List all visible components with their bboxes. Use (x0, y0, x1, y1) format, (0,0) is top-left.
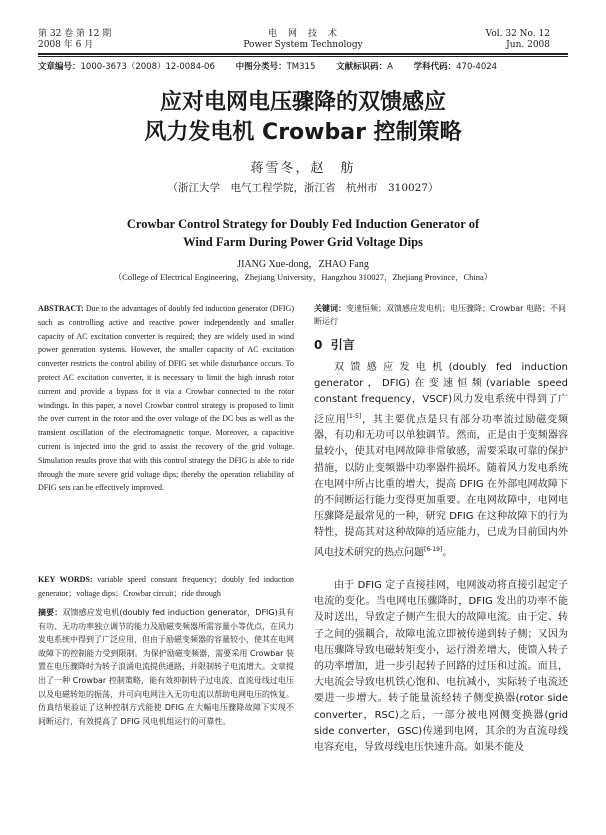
section-title: 引言 (330, 338, 355, 352)
header-rule (38, 53, 568, 55)
volume-issue-en: Vol. 32 No. 12 (485, 29, 550, 39)
abstract-cn-text: 双馈感应发电机(doubly fed induction generator，DFIG)具有有功、无功功率独立调节的能力及励磁变频器所需容量小等优点，在风力发电系统中得到了广泛应用，但由于励磁变频器的容量较小，使其在电网故障下的控制能力受到限制。为保护励磁变频器，需要采用 Crowbar 装置在电压骤降时为转子浪涌电流提供通路，并限制转子电流增大。文章提出了一种 Crowbar 控制策略，能有效抑制转子过电流、直流母线过电压以及电磁转矩的振荡，并可向电网注入无功电流以帮助电网电压的恢复。仿真结果验证了这种控制方式能使 DFIG 在大幅电压骤降故障下实现不间断运行，有效提高了 DFIG 风电机组运行的可靠性。 (38, 608, 294, 726)
abstract-cn-label: 摘要： (38, 608, 63, 617)
issue-date-en: Jun. 2008 (506, 40, 550, 50)
doc-code-label: 文献标识码： (336, 62, 388, 72)
keywords-en-label: KEY WORDS: (38, 575, 93, 584)
para1-end: 。 (442, 546, 453, 558)
article-meta (38, 60, 515, 72)
para1-rest: ，其主要优点是只有部分功率流过励磁变频器，有功和无功可以单独调节。然而，正是由于变频器容量较小，使其对电网故障非常敏感，需要采取可靠的保护措施，以防止变频器中功率器件损坏。随着风力发电系统在电网中所占比重的增大，提高 DFIG 在外部电网故障下的不间断运行能力变得更加重要。在电网故障中，电网电压骤降是最常见的一种，研究 DFIG 在这种故障下的行为特性，提高其对这种故障的适应能力，已成为目前国内外风电技术研究的热点问题 (314, 413, 569, 558)
keywords-en-text: variable speed constant frequency；doubly fed induction generator；voltage dips；Crowbar circuit；ride through (38, 575, 294, 598)
section-number: 0 (314, 338, 323, 352)
keywords-cn-text: 变速恒频；双馈感应发电机；电压骤降；Crowbar 电路；不间断运行 (314, 304, 566, 326)
clc-code: TM315 (286, 62, 316, 72)
keywords-en (38, 573, 294, 601)
journal-name-cn: 电 网 技 术 (267, 29, 338, 39)
clc-label: 中图分类号： (235, 62, 287, 72)
doc-code: A (387, 62, 393, 72)
title-cn-line2: 风力发电机 Crowbar 控制策略 (144, 120, 462, 145)
abstract-en-label: ABSTRACT: (38, 304, 84, 313)
affiliation-cn: （浙江大学 电气工程学院，浙江省 杭州市 310027） (167, 182, 439, 194)
para1-start: 双馈感应发电机(doubly fed induction generator，DFIG)在变速恒频(variable speed constant frequency，VSCF)风力发电系统中得到了广泛应用 (314, 362, 568, 425)
subject-label: 学科代码： (413, 62, 457, 72)
subject-code: 470-4024 (456, 62, 498, 72)
authors-en: JIANG Xue-dong，ZHAO Fang (237, 259, 369, 270)
abstract-en-text: Due to the advantages of doubly fed induction generator (DFIG) such as controlling active and reactive power independently and smaller capacity of AC excitation converter is required; they are widely used in wind power generation systems. However, the smaller capacity of AC excitation converter restricts the control ability of DFIG set while disturbance occurs. To protect AC excitation converter, it is necessary to limit the high inrush rotor current and provide a bypass for it via a Crowbar connected to the rotor windings. In this paper, a novel Crowbar control strategy is proposed to limit the over current in the rotor and the over voltage of the DC bus as well as the transient oscillation of the electromagnetic torque. Moreover, a capacitive current is injected into the grid to assist the recovery of the grid voltage. Simulation results prove that with this control strategy the DFIG is able to ride through the more severe grid voltage dips; thereby the operation reliability of DFIG sets can be effectively improved. (38, 304, 294, 493)
intro-paragraph-1 (314, 360, 568, 561)
title-en-line1: Crowbar Control Strategy for Doubly Fed Induction Generator of (126, 217, 480, 231)
issue-date-cn: 2008 年 6 月 (38, 40, 94, 50)
article-no: 1000-3673（2008）12-0084-06 (80, 62, 215, 72)
authors-cn: 蒋雪冬，赵 舫 (250, 161, 356, 176)
section-heading (314, 336, 355, 353)
header-rule-thin (38, 56, 568, 57)
citation-1-5: [1-5] (346, 412, 362, 420)
article-no-label: 文章编号： (38, 62, 81, 72)
volume-issue: 第 32 卷 第 12 期 (38, 29, 112, 39)
keywords-cn (314, 302, 568, 328)
journal-volume-en (486, 29, 550, 51)
journal-name-en: Power System Technology (243, 40, 363, 50)
abstract-cn (38, 606, 294, 728)
keywords-cn-label: 关键词： (314, 304, 346, 313)
title-cn-line1: 应对电网电压骤降的双馈感应 (159, 90, 446, 115)
intro-paragraph-2: 由于 DFIG 定子直接挂网，电网波动将直接引起定子电流的变化。当电网电压骤降时，DFIG 发出的功率不能及时送出，导致定子侧产生很大的故障电流。由于定、转子之间的强耦合，故障电流立即被传递到转子侧；又因为电压骤降导致电磁转矩变小，运行滑差增大，使馈入转子的功率增加，进一步引起转子回路的过压和过流。而且，大电流会导致电机铁心饱和、电抗减小，实际转子电流还要进一步增大。转子能量流经转子侧变换器(rotor side converter，RSC)之后，一部分被电网侧变换器(grid side converter，GSC)传递到电网，其余的为直流母线电容充电，导致母线电压快速升高。如果不能及 (314, 580, 568, 754)
affiliation-en: （College of Electrical Engineering，Zhejiang University，Hangzhou 310027，Zhejiang Province，China） (113, 272, 493, 282)
citation-6-19: [6-19] (424, 545, 443, 553)
abstract-en (38, 302, 294, 495)
title-en-line2: Wind Farm During Power Grid Voltage Dips (183, 235, 423, 249)
